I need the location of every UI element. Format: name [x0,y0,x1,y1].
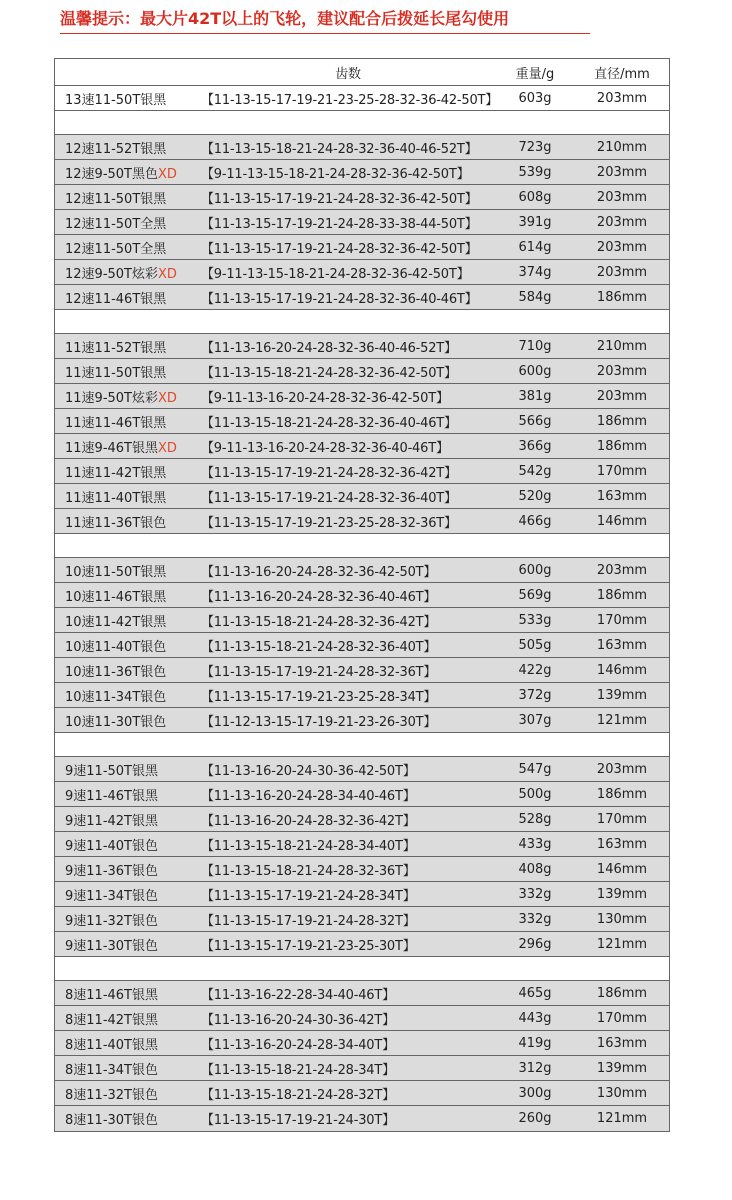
model-name: 8速11-32T银色 [65,1087,158,1103]
cell-teeth: 【11-13-15-17-19-21-24-28-32-36T】 [201,664,437,680]
cell-diameter: 203mm [596,189,648,205]
cell-weight: 260g [518,1111,552,1126]
cell-weight: 296g [518,936,552,952]
table-row [55,633,669,658]
cell-weight: 443g [518,1010,552,1026]
cell-model [55,935,201,954]
table-header-row [55,59,669,86]
cell-teeth: 【11-13-15-17-19-21-24-28-33-38-44-50T】 [201,216,478,232]
cell-teeth: 【11-13-15-18-21-24-28-32T】 [201,1087,395,1103]
cell-model [55,586,201,605]
cell-teeth: 【11-13-16-20-24-28-32-36-40-46-52T】 [201,340,457,356]
model-name: 12速11-52T银黑 [65,141,167,157]
model-name: 12速9-50T黑色 [65,166,158,182]
model-name: 10速11-46T银黑 [65,589,167,605]
cell-diameter: 163mm [596,488,648,504]
model-name: 9速11-30T银色 [65,938,158,954]
cell-weight: 539g [518,164,552,180]
cell-diameter: 170mm [596,612,648,628]
model-name: 11速11-50T银黑 [65,365,167,381]
model-name: 11速11-46T银黑 [65,415,167,431]
cell-weight: 566g [518,413,552,429]
cell-teeth: 【11-13-15-18-21-24-28-32-36-40-46T】 [201,415,457,431]
cell-weight: 419g [518,1035,552,1051]
cell-diameter: 203mm [596,562,648,578]
model-name: 8速11-30T银色 [65,1113,158,1128]
cell-model [55,138,201,157]
cell-teeth: 【9-11-13-15-18-21-24-28-32-36-42-50T】 [201,166,470,182]
cell-weight: 520g [518,488,552,504]
cell-diameter: 163mm [596,836,648,852]
cell-diameter: 210mm [596,139,648,155]
model-name: 10速11-34T银色 [65,689,167,705]
cell-model [55,686,201,705]
model-name: 12速11-50T银黑 [65,191,167,207]
model-name: 8速11-46T银黑 [65,987,158,1003]
cell-model [55,437,201,456]
model-name: 9速11-42T银黑 [65,813,158,829]
cell-model [55,636,201,655]
cell-teeth: 【11-13-15-17-19-21-23-25-28-32-36T】 [201,515,457,531]
table-row [55,210,669,235]
model-name: 9速11-50T银黑 [65,763,158,779]
model-name: 9速11-32T银色 [65,913,158,929]
model-name: 12速11-50T全黑 [65,216,167,232]
cell-model [55,661,201,680]
model-name: 9速11-34T银色 [65,888,158,904]
table-row [55,882,669,907]
group-separator [55,534,669,558]
cell-weight: 466g [518,513,552,529]
cell-model [55,910,201,929]
cassette-spec-table [54,58,670,1132]
cell-model [55,462,201,481]
cell-model [55,860,201,879]
cell-teeth: 【11-13-15-18-21-24-28-34-40T】 [201,838,416,854]
model-name: 12速11-46T银黑 [65,291,167,307]
table-row [55,1006,669,1031]
table-row [55,932,669,957]
table-row [55,1031,669,1056]
model-name: 8速11-42T银黑 [65,1012,158,1028]
cell-diameter: 186mm [596,985,648,1001]
cell-weight: 366g [518,438,552,454]
cell-weight: 500g [518,786,552,802]
cell-teeth: 【11-13-16-20-24-28-34-40T】 [201,1037,395,1053]
cell-model [55,412,201,431]
cell-model [55,984,201,1003]
cell-diameter: 121mm [596,1111,648,1126]
table-row [55,583,669,608]
cell-model [55,1059,201,1078]
cell-diameter: 146mm [596,513,648,529]
cell-teeth: 【11-13-15-18-21-24-28-34T】 [201,1062,395,1078]
model-name: 8速11-34T银色 [65,1062,158,1078]
cell-diameter: 121mm [596,936,648,952]
cell-teeth: 【9-11-13-16-20-24-28-32-36-42-50T】 [201,390,449,406]
cell-model [55,760,201,779]
cell-model [55,238,201,257]
cell-model [55,337,201,356]
cell-model [55,785,201,804]
table-row [55,857,669,882]
group-separator [55,111,669,135]
cell-weight: 422g [518,662,552,678]
cell-model [55,163,201,182]
model-name: 10速11-42T银黑 [65,614,167,630]
model-name: 9速11-40T银色 [65,838,158,854]
model-name: 11速9-50T炫彩 [65,390,158,406]
cell-diameter: 203mm [596,264,648,280]
cell-model [55,711,201,730]
cell-teeth: 【11-13-15-17-19-21-24-28-32-36-42-50T】 [201,241,478,257]
table-row [55,285,669,310]
table-row [55,1056,669,1081]
cell-diameter: 146mm [596,662,648,678]
cell-weight: 600g [518,562,552,578]
table-row [55,683,669,708]
cell-diameter: 170mm [596,811,648,827]
cell-teeth: 【11-13-16-20-24-28-32-36-42-50T】 [201,564,437,580]
cell-weight: 372g [518,687,552,703]
cell-weight: 584g [518,289,552,305]
notice-underline [60,33,590,34]
cell-weight: 723g [518,139,552,155]
cell-diameter: 163mm [596,637,648,653]
cell-teeth: 【9-11-13-15-18-21-24-28-32-36-42-50T】 [201,266,470,282]
cell-model [55,188,201,207]
header-teeth: 齿数 [335,66,361,82]
cell-teeth: 【11-12-13-15-17-19-21-23-26-30T】 [201,714,437,730]
model-name: 9速11-36T银色 [65,863,158,879]
table-row [55,558,669,583]
table-row [55,981,669,1006]
cell-model [55,89,201,108]
cell-teeth: 【11-13-15-17-19-21-23-25-28-34T】 [201,689,437,705]
cell-diameter: 170mm [596,463,648,479]
table-row [55,757,669,782]
cell-weight: 307g [518,712,552,728]
cell-diameter: 203mm [596,363,648,379]
cell-teeth: 【11-13-15-17-19-21-24-28-32-36-42-50T】 [201,191,478,207]
cell-diameter: 139mm [596,687,648,703]
cell-teeth: 【11-13-15-18-21-24-28-32-36-42T】 [201,614,437,630]
cell-diameter: 146mm [596,861,648,877]
group-separator [55,957,669,981]
warm-tip-notice: 温馨提示：最大片42T以上的飞轮，建议配合后拨延长尾勾使用 [60,9,510,28]
cell-weight: 569g [518,587,552,603]
cell-weight: 332g [518,886,552,902]
group-separator [55,733,669,757]
cell-diameter: 186mm [596,413,648,429]
cell-weight: 312g [518,1060,552,1076]
cell-model [55,1084,201,1103]
table-row [55,459,669,484]
cell-weight: 433g [518,836,552,852]
cell-teeth: 【11-13-16-20-24-30-36-42T】 [201,1012,395,1028]
model-name: 11速11-40T银黑 [65,490,167,506]
cell-weight: 608g [518,189,552,205]
model-name: 12速11-50T全黑 [65,241,167,257]
table-row [55,384,669,409]
cell-teeth: 【11-13-16-20-24-28-32-36-40-46T】 [201,589,437,605]
table-row [55,832,669,857]
cell-weight: 542g [518,463,552,479]
cell-diameter: 139mm [596,886,648,902]
table-row [55,509,669,534]
cell-model [55,1109,201,1128]
cell-diameter: 139mm [596,1060,648,1076]
table-row [55,1106,669,1131]
cell-model [55,263,201,282]
cell-teeth: 【11-13-15-17-19-21-24-28-32-36-40-46T】 [201,291,478,307]
cell-model [55,1009,201,1028]
cell-model [55,561,201,580]
cell-weight: 547g [518,761,552,777]
cell-weight: 528g [518,811,552,827]
cell-weight: 710g [518,338,552,354]
cell-diameter: 163mm [596,1035,648,1051]
cell-teeth: 【11-13-15-17-19-21-23-25-28-32-36-42-50T】 [201,92,499,108]
cell-diameter: 130mm [596,911,648,927]
table-row [55,434,669,459]
cell-model [55,512,201,531]
cell-model [55,1034,201,1053]
table-row [55,708,669,733]
header-weight: 重量/g [515,66,555,82]
xd-badge: XD [158,266,177,282]
model-name: 10速11-50T银黑 [65,564,167,580]
cell-diameter: 130mm [596,1085,648,1101]
cell-weight: 505g [518,637,552,653]
group-separator [55,310,669,334]
table-row [55,359,669,384]
cell-weight: 300g [518,1085,552,1101]
cell-weight: 614g [518,239,552,255]
xd-badge: XD [158,390,177,406]
cell-teeth: 【9-11-13-16-20-24-28-32-36-40-46T】 [201,440,449,456]
cell-teeth: 【11-13-15-17-19-21-23-25-30T】 [201,938,416,954]
cell-diameter: 186mm [596,289,648,305]
cell-model [55,810,201,829]
table-row [55,1081,669,1106]
cell-diameter: 203mm [596,214,648,230]
model-name: 11速11-36T银色 [65,515,167,531]
table-row [55,907,669,932]
table-row [55,807,669,832]
cell-diameter: 203mm [596,239,648,255]
model-name: 10速11-30T银色 [65,714,167,730]
cell-weight: 374g [518,264,552,280]
cell-teeth: 【11-13-15-17-19-21-24-30T】 [201,1113,395,1128]
cell-model [55,611,201,630]
xd-badge: XD [158,166,177,182]
cell-weight: 533g [518,612,552,628]
header-diameter: 直径/mm [594,66,650,82]
cell-teeth: 【11-13-15-18-21-24-28-32-36T】 [201,863,416,879]
model-name: 9速11-46T银黑 [65,788,158,804]
cell-teeth: 【11-13-16-20-24-28-34-40-46T】 [201,788,416,804]
cell-teeth: 【11-13-15-17-19-21-24-28-34T】 [201,888,416,904]
cell-model [55,288,201,307]
cell-model [55,387,201,406]
cell-model [55,487,201,506]
table-row [55,484,669,509]
cell-model [55,835,201,854]
cell-teeth: 【11-13-16-22-28-34-40-46T】 [201,987,395,1003]
table-row [55,334,669,359]
xd-badge: XD [158,440,177,456]
table-row [55,658,669,683]
cell-model [55,213,201,232]
cell-model [55,885,201,904]
table-row [55,135,669,160]
cell-weight: 600g [518,363,552,379]
cell-weight: 603g [518,90,552,106]
cell-teeth: 【11-13-15-18-21-24-28-32-36-40-46-52T】 [201,141,478,157]
model-name: 10速11-40T银色 [65,639,167,655]
cell-teeth: 【11-13-16-20-24-30-36-42-50T】 [201,763,416,779]
model-name: 12速9-50T炫彩 [65,266,158,282]
model-name: 8速11-40T银黑 [65,1037,158,1053]
model-name: 10速11-36T银色 [65,664,167,680]
cell-diameter: 186mm [596,587,648,603]
table-row [55,608,669,633]
model-name: 13速11-50T银黑 [65,92,167,108]
cell-teeth: 【11-13-15-17-19-21-24-28-32T】 [201,913,416,929]
cell-diameter: 210mm [596,338,648,354]
cell-diameter: 203mm [596,388,648,404]
cell-teeth: 【11-13-15-18-21-24-28-32-36-42-50T】 [201,365,457,381]
model-name: 11速11-52T银黑 [65,340,167,356]
cell-diameter: 170mm [596,1010,648,1026]
cell-teeth: 【11-13-15-18-21-24-28-32-36-40T】 [201,639,437,655]
cell-diameter: 203mm [596,761,648,777]
cell-diameter: 203mm [596,90,648,106]
cell-diameter: 203mm [596,164,648,180]
model-name: 11速9-46T银黑 [65,440,158,456]
cell-weight: 391g [518,214,552,230]
cell-diameter: 186mm [596,786,648,802]
cell-weight: 465g [518,985,552,1001]
table-row [55,409,669,434]
cell-diameter: 186mm [596,438,648,454]
cell-model [55,362,201,381]
table-row [55,235,669,260]
table-row [55,260,669,285]
cell-teeth: 【11-13-15-17-19-21-24-28-32-36-42T】 [201,465,457,481]
table-row [55,86,669,111]
cell-teeth: 【11-13-16-20-24-28-32-36-42T】 [201,813,416,829]
cell-weight: 332g [518,911,552,927]
cell-weight: 381g [518,388,552,404]
table-row [55,185,669,210]
table-row [55,160,669,185]
cell-diameter: 121mm [596,712,648,728]
cell-teeth: 【11-13-15-17-19-21-24-28-32-36-40T】 [201,490,457,506]
cell-weight: 408g [518,861,552,877]
table-row [55,782,669,807]
model-name: 11速11-42T银黑 [65,465,167,481]
